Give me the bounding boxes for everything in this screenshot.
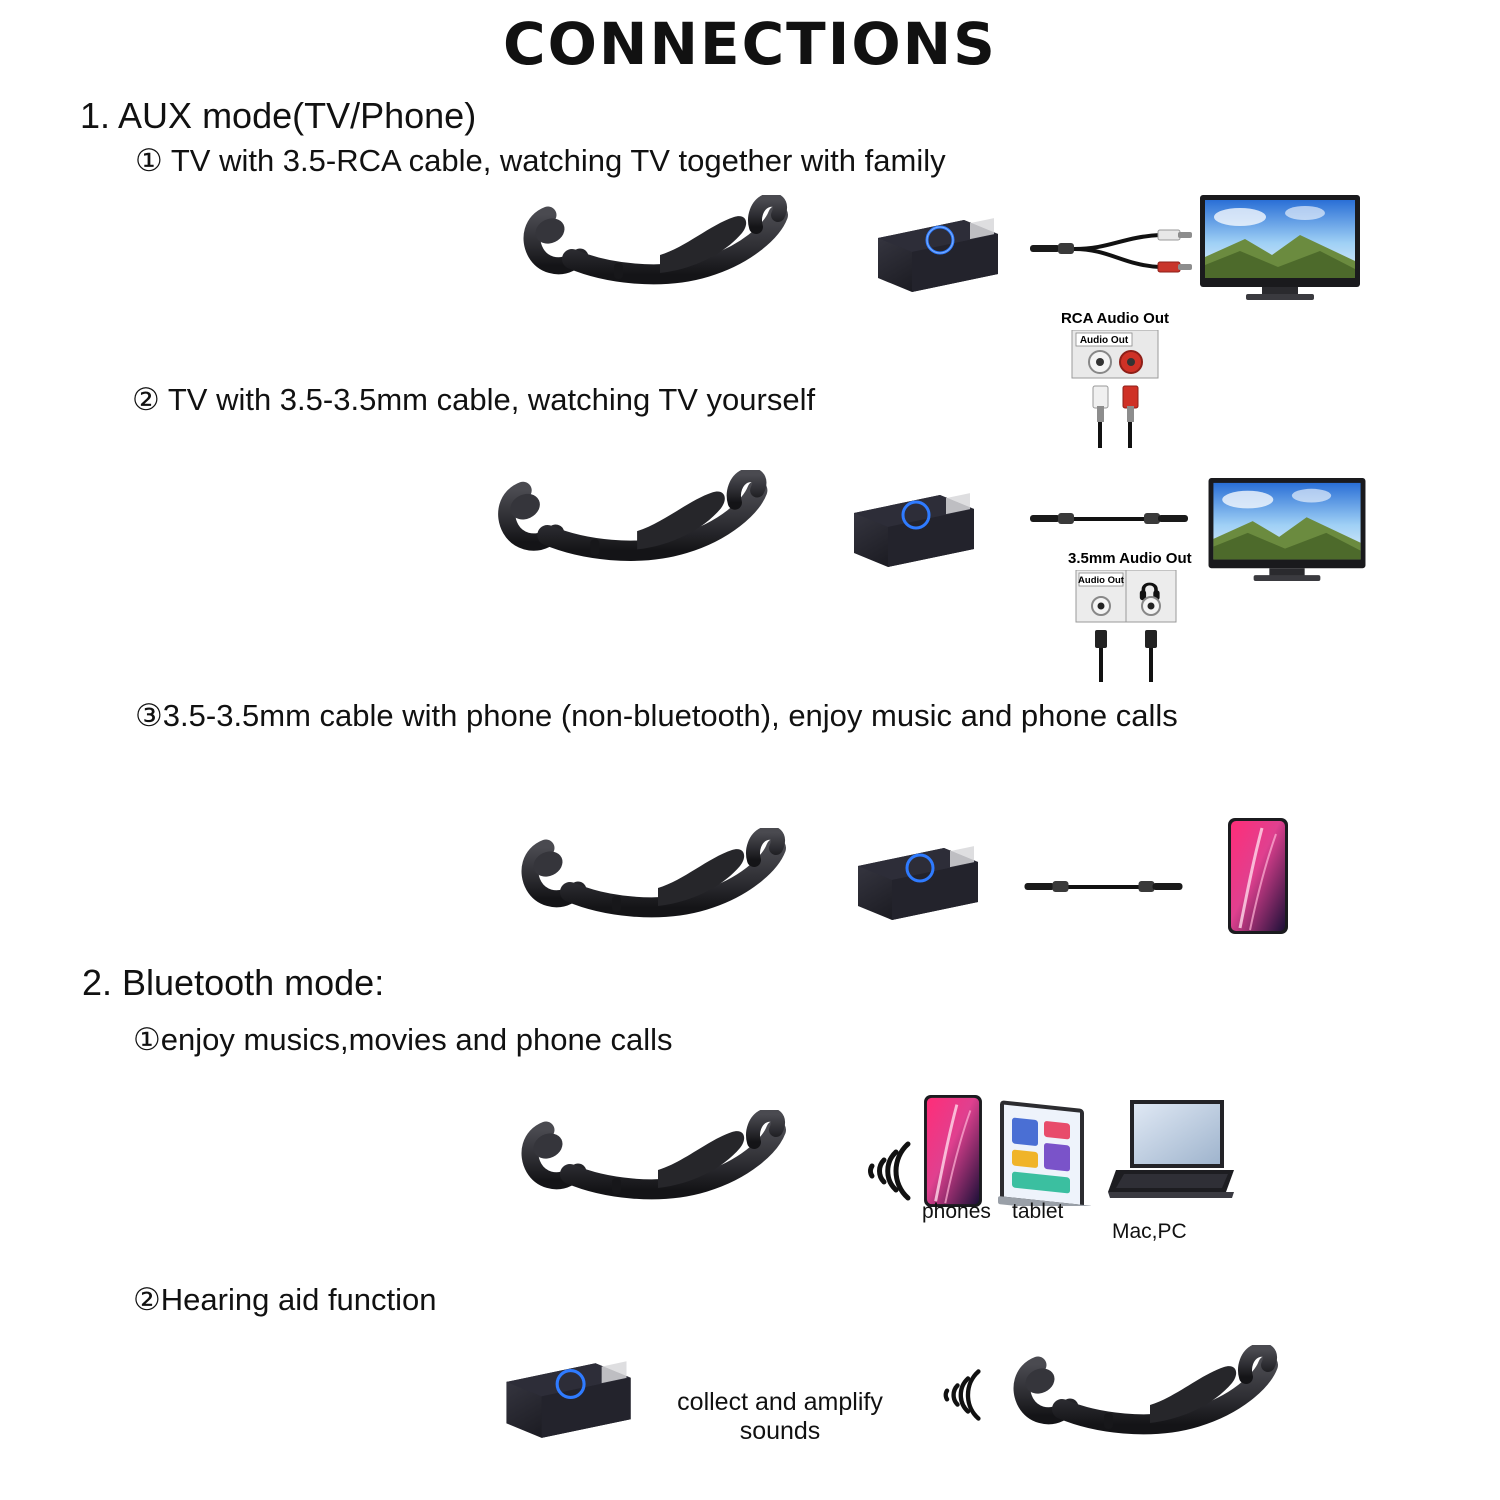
laptop-caption: Mac,PC <box>1112 1220 1187 1243</box>
cable-3.5-to-3.5-aux-1 <box>1030 502 1190 542</box>
aux-audio-out-panel <box>1068 550 1192 695</box>
wireless-waves-icon-1 <box>862 1140 914 1207</box>
page-title: CONNECTIONS <box>503 10 997 78</box>
section-2-item-1: ①enjoy musics,movies and phone calls <box>133 1022 673 1057</box>
hearing-aid-text-line2: sounds <box>739 1416 821 1445</box>
svg-text:Audio Out: Audio Out <box>1079 335 1129 346</box>
hearing-aid-text <box>650 1388 910 1446</box>
section-1-heading: 1. AUX mode(TV/Phone) <box>80 95 477 136</box>
cable-3.5-to-3.5-aux-2 <box>1022 870 1187 910</box>
section-1-item-2: ② TV with 3.5-3.5mm cable, watching TV yourself <box>132 382 816 417</box>
transmitter-box-4 <box>500 1355 635 1443</box>
rca-audio-out-panel <box>1060 310 1170 455</box>
wireless-waves-icon-2 <box>938 1368 984 1427</box>
hearing-aid-text-line1: collect and amplify <box>677 1388 883 1416</box>
cable-3.5-to-rca <box>1030 225 1200 285</box>
phone-image-2 <box>924 1095 982 1212</box>
transmitter-box-2 <box>848 487 978 572</box>
section-1-item-3: ③3.5-3.5mm cable with phone (non-bluetooth), enjoy music and phone calls <box>135 698 1178 733</box>
tablet-image <box>998 1100 1094 1211</box>
phones-caption: phones <box>922 1200 991 1223</box>
tv-image-1 <box>1200 195 1360 300</box>
transmitter-box-3 <box>852 840 982 925</box>
headset-image-2 <box>482 470 782 582</box>
phone-image-1 <box>1228 818 1288 939</box>
headset-image-4 <box>508 1110 798 1220</box>
section-1-item-1: ① TV with 3.5-RCA cable, watching TV together with family <box>135 143 946 178</box>
section-2-heading: 2. Bluetooth mode: <box>82 962 385 1003</box>
laptop-image <box>1108 1098 1236 1211</box>
svg-text:Audio Out: Audio Out <box>1078 575 1124 586</box>
transmitter-box-1 <box>872 212 1002 297</box>
tv-image-2 <box>1208 478 1366 581</box>
aux-panel-title: 3.5mm Audio Out <box>1068 550 1192 567</box>
headset-image-5 <box>1000 1345 1290 1455</box>
headset-image-1 <box>510 195 800 305</box>
tablet-caption: tablet <box>1012 1200 1064 1223</box>
section-2-item-2: ②Hearing aid function <box>133 1282 437 1317</box>
headset-image-3 <box>508 828 798 938</box>
rca-panel-title: RCA Audio Out <box>1060 310 1170 327</box>
